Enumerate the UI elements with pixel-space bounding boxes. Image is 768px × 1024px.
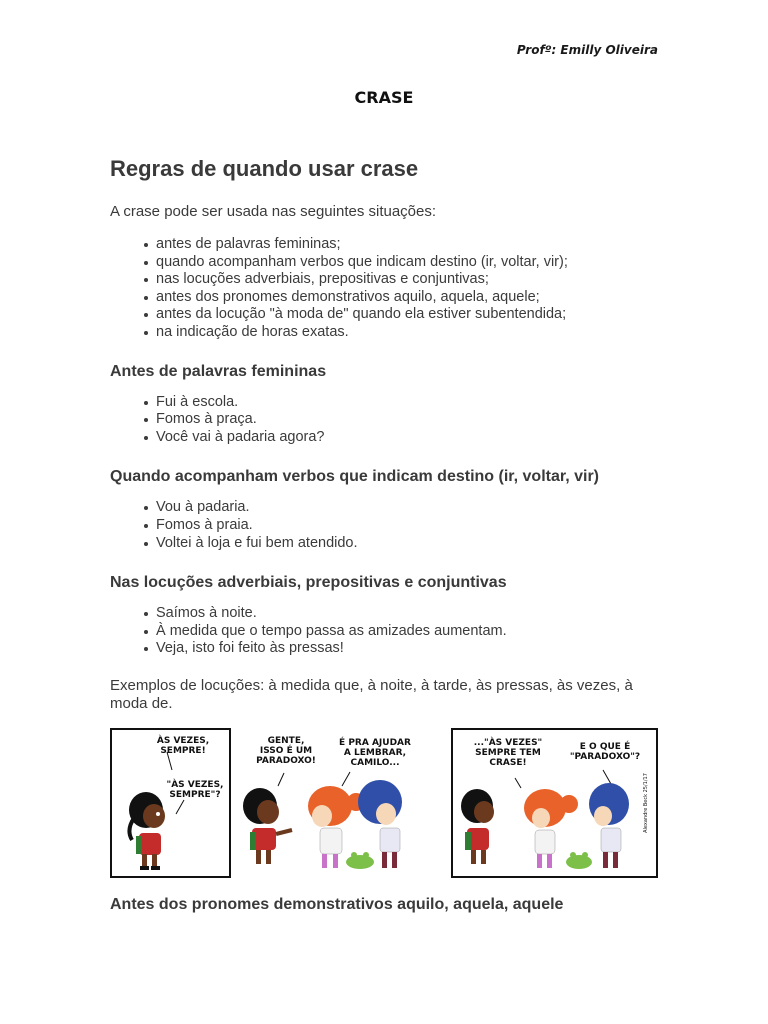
situations-list — [110, 236, 660, 342]
list-item: Fomos à praça. — [156, 411, 660, 429]
list-item: antes dos pronomes demonstrativos aquilo, aquela, aquele; — [156, 289, 660, 307]
section-heading-femininas: Antes de palavras femininas — [110, 362, 327, 380]
comic-strip — [110, 728, 658, 878]
femininas-list — [110, 394, 660, 447]
list-item: antes da locução "à moda de" quando ela estiver subentendida; — [156, 306, 660, 324]
list-item: Saímos à noite. — [156, 605, 660, 623]
author-name: Profº: Emilly Oliveira — [516, 43, 658, 57]
speech-balloon-text: É PRA AJUDAR A LEMBRAR, CAMILO... — [339, 738, 411, 768]
comic-panel-3 — [451, 728, 658, 878]
intro-paragraph: A crase pode ser usada nas seguintes situações: — [110, 203, 437, 220]
list-item: nas locuções adverbiais, prepositivas e conjuntivas; — [156, 271, 660, 289]
section-heading-destino: Quando acompanham verbos que indicam destino (ir, voltar, vir) — [110, 468, 599, 486]
document-body — [110, 154, 660, 713]
speech-balloon-text: GENTE, ISSO É UM PARADOXO! — [256, 736, 316, 766]
list-item: na indicação de horas exatas. — [156, 324, 660, 342]
locucoes-examples-paragraph: Exemplos de locuções: à medida que, à noite, à tarde, às pressas, às vezes, à moda de. — [110, 676, 633, 712]
section-heading-pronomes: Antes dos pronomes demonstrativos aquilo, aquela, aquele — [110, 896, 564, 913]
speech-balloon-text: E O QUE É "PARADOXO"? — [569, 742, 641, 762]
list-item: Fomos à praia. — [156, 517, 660, 535]
locucoes-list — [110, 605, 660, 658]
comic-panel-1 — [110, 728, 231, 878]
comic-signature: Alexandre Beck 25/1/17 — [643, 773, 649, 833]
list-item: Fui à escola. — [156, 394, 660, 412]
section-heading-locucoes: Nas locuções adverbiais, prepositivas e conjuntivas — [110, 574, 507, 592]
list-item: Veja, isto foi feito às pressas! — [156, 640, 660, 658]
list-item: quando acompanham verbos que indicam destino (ir, voltar, vir); — [156, 254, 660, 272]
speech-balloon-text: ..."ÀS VEZES" SEMPRE TEM CRASE! — [473, 738, 543, 768]
main-heading: Regras de quando usar crase — [110, 156, 419, 181]
document-title: CRASE — [354, 88, 414, 107]
list-item: Voltei à loja e fui bem atendido. — [156, 535, 660, 553]
list-item: Vou à padaria. — [156, 499, 660, 517]
list-item: antes de palavras femininas; — [156, 236, 660, 254]
comic-panel-2 — [232, 728, 437, 878]
list-item: À medida que o tempo passa as amizades aumentam. — [156, 623, 660, 641]
list-item: Você vai à padaria agora? — [156, 429, 660, 447]
speech-balloon-text: ÀS VEZES, SEMPRE! — [156, 736, 210, 756]
destino-list — [110, 499, 660, 552]
speech-balloon-text: "ÀS VEZES, SEMPRE"? — [166, 780, 224, 800]
